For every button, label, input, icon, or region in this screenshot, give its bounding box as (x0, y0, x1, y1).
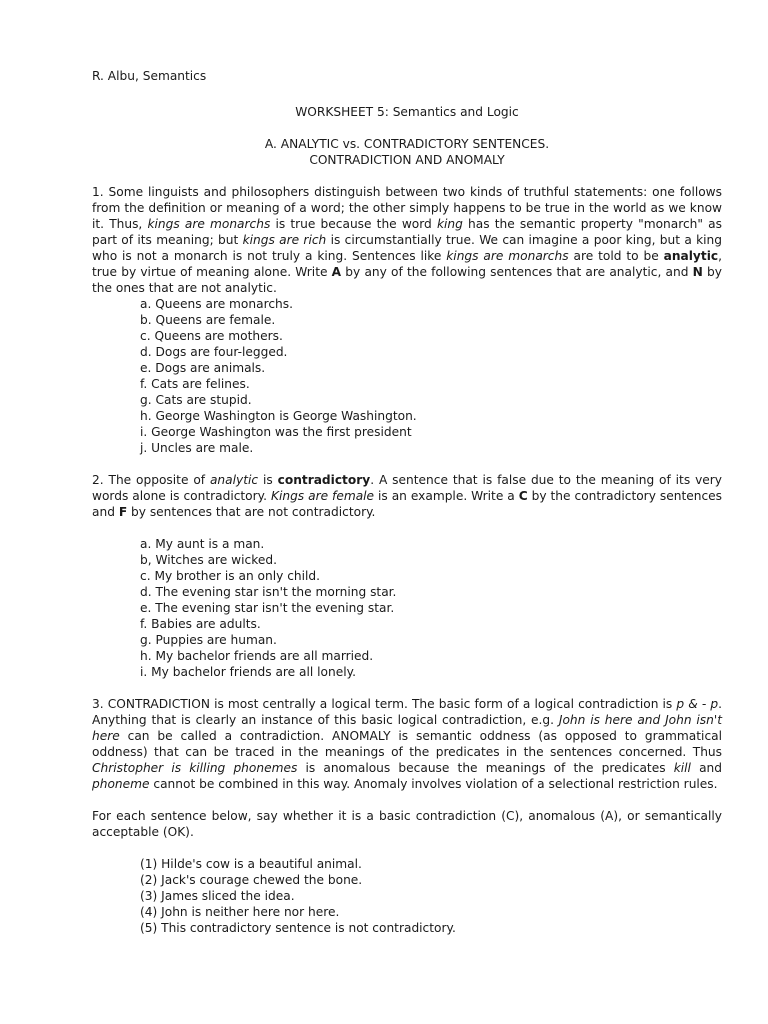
list-item: a. Queens are monarchs. (140, 297, 293, 311)
list-item: (1) Hilde's cow is a beautiful animal. (140, 857, 362, 871)
section-a-heading-line1: A. ANALYTIC vs. CONTRADICTORY SENTENCES. (264, 137, 550, 151)
list-item: b. Queens are female. (140, 313, 276, 327)
question-3-text: 3. CONTRADICTION is most centrally a logical term. The basic form of a logical contradiction is p & - p. Anything that is clearly an instance of this basic logical contradiction, e.g. John is here and John isn't here can be called a contradiction. ANOMALY is semantic oddness (as opposed to grammatical oddness) that can be traced in the meanings of the predicates in the sentences concerned. Thus Christopher is killing phonemes is anomalous because the meanings of the predicates kill and phoneme cannot be combined in this way. Anomaly involves violation of a selectional restriction rules. (92, 697, 723, 791)
question-2-list (92, 536, 722, 680)
section-a-heading (92, 136, 722, 168)
list-item: d. The evening star isn't the morning star. (140, 585, 397, 599)
list-item: g. Puppies are human. (140, 633, 277, 647)
worksheet-page (92, 68, 722, 936)
list-item: b, Witches are wicked. (140, 553, 277, 567)
list-item: h. George Washington is George Washington. (140, 409, 417, 423)
question-2-text: 2. The opposite of analytic is contradictory. A sentence that is false due to the meaning of its very words alone is contradictory. Kings are female is an example. Write a C by the contradictory sentences and F by sentences that are not contradictory. (92, 473, 723, 519)
question-1-list (92, 296, 722, 456)
list-item: c. Queens are mothers. (140, 329, 283, 343)
question-1-text: 1. Some linguists and philosophers distinguish between two kinds of truthful statements: one follows from the definition or meaning of a word; the other simply happens to be true in the world as we know it. Thus, kings are monarchs is true because the word king has the semantic property "monarch" as part of its meaning; but kings are rich is circumstantially true. We can imagine a poor king, but a king who is not a monarch is not truly a king. Sentences like kings are monarchs are told to be analytic, true by virtue of meaning alone. Write A by any of the following sentences that are analytic, and N by the ones that are not analytic. (92, 185, 722, 295)
list-item: a. My aunt is a man. (140, 537, 265, 551)
list-item: e. The evening star isn't the evening star. (140, 601, 395, 615)
list-item: c. My brother is an only child. (140, 569, 321, 583)
list-item: h. My bachelor friends are all married. (140, 649, 374, 663)
list-item: d. Dogs are four-legged. (140, 345, 288, 359)
list-item: i. George Washington was the first president (140, 425, 412, 439)
worksheet-title: WORKSHEET 5: Semantics and Logic (295, 105, 519, 119)
section-a-heading-line2: CONTRADICTION AND ANOMALY (309, 153, 505, 167)
list-item: (3) James sliced the idea. (140, 889, 295, 903)
list-item: f. Babies are adults. (140, 617, 261, 631)
list-item: (2) Jack's courage chewed the bone. (140, 873, 363, 887)
list-item: e. Dogs are animals. (140, 361, 266, 375)
list-item: (5) This contradictory sentence is not contradictory. (140, 921, 456, 935)
question-3-instruction: For each sentence below, say whether it is a basic contradiction (C), anomalous (A), or semantically acceptable (OK). (92, 809, 722, 839)
question-3-list (92, 856, 722, 936)
list-item: i. My bachelor friends are all lonely. (140, 665, 356, 679)
list-item: j. Uncles are male. (140, 441, 254, 455)
list-item: (4) John is neither here nor here. (140, 905, 340, 919)
list-item: g. Cats are stupid. (140, 393, 252, 407)
author-line: R. Albu, Semantics (92, 69, 207, 83)
list-item: f. Cats are felines. (140, 377, 250, 391)
